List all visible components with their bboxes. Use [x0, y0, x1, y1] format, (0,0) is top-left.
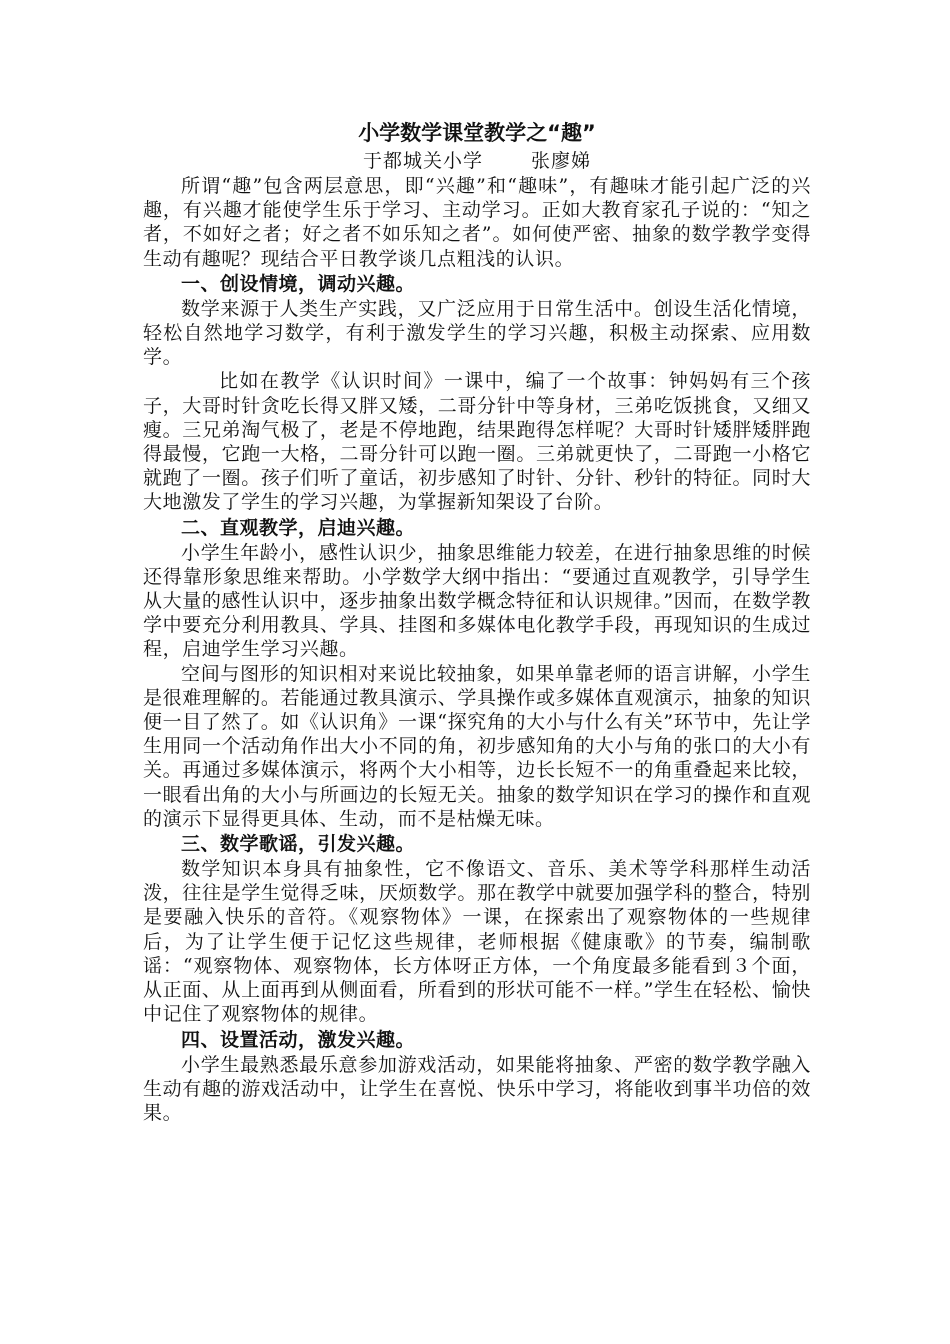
author-school: 于都城关小学 — [362, 150, 483, 172]
document-title: 小学数学课堂教学之“趣” — [358, 121, 596, 145]
section-3-paragraph-1: 数学知识本身具有抽象性，它不像语文、音乐、美术等学科那样生动活泼，往往是学生觉得乏味，厌烦数学。那在教学中就要加强学科的整合，特别是要融入快乐的音符。《观察物体》一课，在探索出了观察物体的一些规律后，为了让学生便于记忆这些规律，老师根据《健康歌》的节奏，编制歌谣：“观察物体、观察物体，长方体呀正方体，一个角度最多能看到３个面，从正面、从上面再到从侧面看，所看到的形状可能不一样。”学生在轻松、愉快中记住了观察物体的规律。 — [143, 858, 811, 1026]
section-4-paragraph-1: 小学生最熟悉最乐意参加游戏活动，如果能将抽象、严密的数学教学融入生动有趣的游戏活动中，让学生在喜悦、快乐中学习，将能收到事半功倍的效果。 — [143, 1053, 811, 1124]
section-3-heading: 三、数学歌谣，引发兴趣。 — [181, 833, 416, 856]
document-page — [143, 118, 811, 1125]
section-1-paragraph-2: 比如在教学《认识时间》一课中，编了一个故事：钟妈妈有三个孩子，大哥时针贪吃长得又胖又矮，二哥分针中等身材，三弟吃饭挑食，又细又瘦。三兄弟淘气极了，老是不停地跑，结果跑得怎样呢？大哥时针矮胖矮胖跑得最慢，它跑一大格，二哥分针可以跑一圈。三弟就更快了，二哥跑一小格它就跑了一圈。孩子们听了童话，初步感知了时针、分针、秒针的特征。同时大大地激发了学生的学习兴趣，为掌握新知架设了台阶。 — [143, 370, 811, 514]
section-2-heading: 二、直观教学，启迪兴趣。 — [181, 516, 416, 539]
author-line — [143, 148, 811, 174]
author-name: 张廖娣 — [531, 150, 592, 172]
section-1-paragraph-1: 数学来源于人类生产实践，又广泛应用于日常生活中。创设生活化情境，轻松自然地学习数学，有利于激发学生的学习兴趣，积极主动探索、应用数学。 — [143, 297, 811, 369]
section-2-paragraph-1: 小学生年龄小，感性认识少，抽象思维能力较差，在进行抽象思维的时候还得靠形象思维来帮助。小学数学大纲中指出：“要通过直观教学，引导学生从大量的感性认识中，逐步抽象出数学概念特征和认识规律。”因而，在数学教学中要充分利用教具、学具、挂图和多媒体电化教学手段，再现知识的生成过程，启迪学生学习兴趣。 — [143, 541, 811, 661]
section-2-paragraph-2: 空间与图形的知识相对来说比较抽象，如果单靠老师的语言讲解，小学生是很难理解的。若能通过教具演示、学具操作或多媒体直观演示，抽象的知识便一目了然了。如《认识角》一课“探究角的大小与什么有关”环节中，先让学生用同一个活动角作出大小不同的角，初步感知角的大小与角的张口的大小有关。再通过多媒体演示，将两个大小相等，边长长短不一的角重叠起来比较，一眼看出角的大小与所画边的长短无关。抽象的数学知识在学习的操作和直观的演示下显得更具体、生动，而不是枯燥无味。 — [143, 662, 811, 830]
intro-paragraph: 所谓“趣”包含两层意思，即“兴趣”和“趣味”，有趣味才能引起广泛的兴趣，有兴趣才能使学生乐于学习、主动学习。正如大教育家孔子说的：“知之者，不如好之者；好之者不如乐知之者”。如何使严密、抽象的数学教学变得生动有趣呢？现结合平日教学谈几点粗浅的认识。 — [143, 175, 811, 270]
section-4-heading: 四、设置活动，激发兴趣。 — [181, 1028, 416, 1051]
section-1-heading: 一、创设情境，调动兴趣。 — [181, 272, 416, 295]
